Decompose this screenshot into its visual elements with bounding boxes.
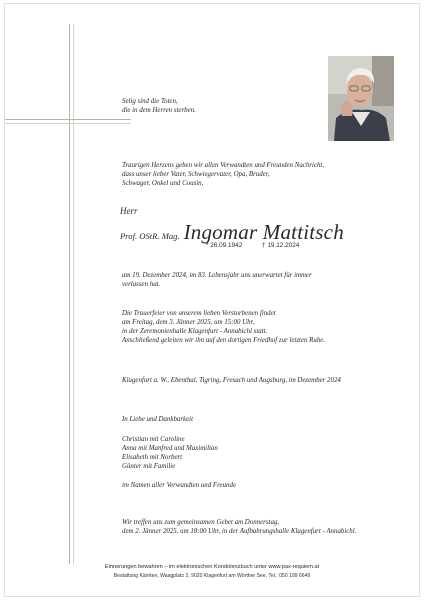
love-gratitude (122, 415, 193, 424)
portrait-photo (328, 56, 394, 141)
death-notice (122, 271, 312, 289)
intro-line-2: dass unser lieber Vater, Schwiegervater, Opa, Bruder, (122, 171, 270, 179)
verse-line-2: die in dem Herren sterben. (122, 107, 196, 115)
prayer-line-2: dem 2. Jänner 2025, um 18:00 Uhr, in der Aufbahrungshalle Klagenfurt - Annabichl. (122, 528, 357, 536)
ceremony-text (122, 309, 325, 345)
cross-vertical-line-shadow (73, 24, 74, 564)
deceased-name: Ingomar Mattitsch (183, 220, 344, 244)
intro-text (122, 161, 324, 188)
birth-date: * 26.09.1942 (206, 242, 243, 249)
portrait-illustration (328, 56, 394, 141)
love-line: In Liebe und Dankbarkeit (122, 416, 193, 423)
relatives-line: im Namen aller Verwandten und Freunde (122, 482, 236, 489)
place-date-line: Klagenfurt a. W., Ebenthal, Tigring, Fresach und Augsburg, im Dezember 2024 (122, 377, 341, 384)
mourner-1: Christian mit Caroline (122, 436, 185, 443)
cross-vertical-line (69, 24, 70, 564)
academic-title: Prof. OStR. Mag. (120, 231, 180, 241)
ceremony-line-2: am Freitag, dem 3. Jänner 2025, um 15:00 Uhr, (122, 319, 255, 327)
cross-horizontal-line-shadow (5, 123, 131, 124)
death-notice-line-1: am 19. Dezember 2024, im 83. Lebensjahr uns unerwartet für immer (122, 272, 312, 279)
prayer-line-1: Wir treffen uns zum gemeinsamen Gebet am Donnerstag, (122, 519, 280, 526)
death-notice-line-2: verlassen hat. (122, 281, 161, 289)
mourner-2: Anna mit Manfred und Maximilian (122, 445, 218, 453)
ceremony-line-3: in der Zeremonienhalle Klagenfurt - Annabichl statt. (122, 328, 268, 336)
ceremony-line-4: Anschließend geleiten wir ihn auf den dortigen Friedhof zur letzten Ruhe. (122, 337, 326, 345)
ceremony-line-1: Die Trauerfeier von unserem lieben Verstorbenen findet (122, 310, 276, 317)
verse (122, 97, 196, 115)
prayer-notice (122, 518, 356, 536)
verse-line-1: Selig sind die Toten, (122, 98, 178, 105)
mourner-4: Günter mit Familie (122, 463, 176, 471)
mourner-3: Elisabeth mit Norbert (122, 454, 183, 462)
intro-line-3: Schwager, Onkel und Cousin, (122, 180, 204, 188)
life-dates (206, 242, 317, 249)
relatives-note (122, 481, 236, 490)
footer-condolence-link: Einnerungen bewahren – im elektronischen Kondolenzbuch unter www.pax-requiem.at (104, 564, 320, 570)
salutation: Herr (120, 206, 138, 216)
footer-undertaker-address: Bestattung Kärnten, Waagplatz 2, 9020 Klagenfurt am Wörther See, Tel.: 050 199 6649 (113, 573, 311, 579)
mourners-list (122, 435, 218, 471)
intro-line-1: Traurigen Herzens geben wir allen Verwandten und Freunden Nachricht, (122, 162, 325, 169)
place-date (122, 376, 341, 385)
cross-horizontal-line (5, 119, 131, 120)
death-date: † 19.12.2024 (262, 242, 300, 249)
